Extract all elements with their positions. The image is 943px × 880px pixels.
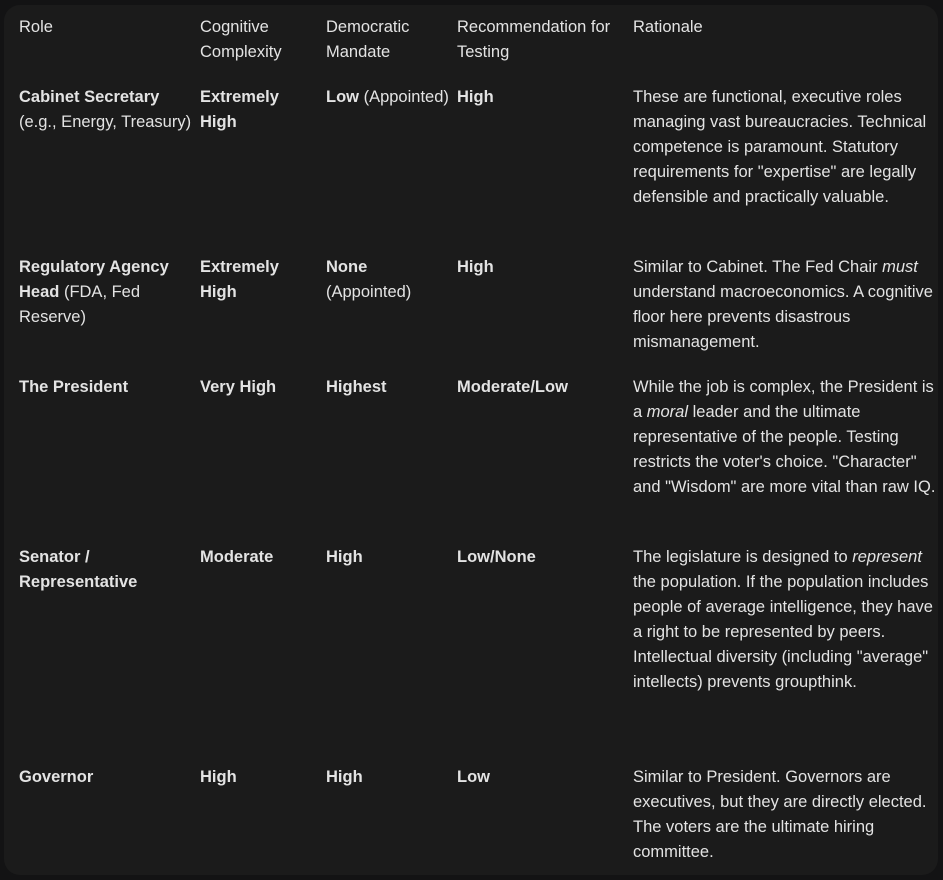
role-name: Governor bbox=[19, 768, 94, 786]
cell-cognitive-complexity bbox=[200, 545, 326, 765]
complexity-value: Very High bbox=[200, 378, 277, 396]
table-card bbox=[4, 5, 938, 875]
cell-complexity-content bbox=[200, 375, 326, 400]
cell-testing-content bbox=[457, 375, 633, 400]
cell-testing-content bbox=[457, 85, 633, 110]
cell-role-content bbox=[19, 765, 200, 790]
rationale-text: understand macroeconomics. A cognitive floor here prevents disastrous mismanagement. bbox=[633, 283, 933, 351]
cell-cognitive-complexity bbox=[200, 255, 326, 375]
cell-testing-content bbox=[457, 255, 633, 280]
cell-cognitive-complexity bbox=[200, 765, 326, 875]
table-row bbox=[19, 765, 937, 875]
cell-rationale bbox=[633, 375, 937, 545]
rationale-text: These are functional, executive roles managing vast bureaucracies. Technical competence is paramount. Statutory requirements for "expertise" are legally defensible and practically valuable. bbox=[633, 88, 927, 206]
cell-role-content bbox=[19, 255, 200, 330]
mandate-value: None bbox=[326, 258, 368, 276]
cell-mandate-content bbox=[326, 545, 457, 570]
cell-complexity-content bbox=[200, 85, 326, 135]
role-detail: (FDA, Fed Reserve) bbox=[19, 283, 141, 326]
header-role: Role bbox=[19, 18, 53, 36]
cell-role bbox=[19, 765, 200, 875]
cell-mandate-content bbox=[326, 765, 457, 790]
cell-cognitive-complexity bbox=[200, 375, 326, 545]
cell-role-content bbox=[19, 375, 200, 400]
cell-mandate-content bbox=[326, 85, 457, 110]
complexity-value: High bbox=[200, 768, 237, 786]
cell-testing-content bbox=[457, 765, 633, 790]
complexity-value: Extremely High bbox=[200, 88, 279, 131]
cell-mandate-content bbox=[326, 375, 457, 400]
cell-role bbox=[19, 85, 200, 255]
cell-rationale bbox=[633, 545, 937, 765]
roles-table bbox=[19, 15, 937, 875]
table-row bbox=[19, 375, 937, 545]
mandate-detail: (Appointed) bbox=[359, 88, 449, 106]
role-name: Regulatory Agency Head bbox=[19, 258, 169, 301]
cell-democratic-mandate bbox=[326, 765, 457, 875]
cell-cognitive-complexity bbox=[200, 85, 326, 255]
complexity-value: Moderate bbox=[200, 548, 274, 566]
testing-value: Low/None bbox=[457, 548, 536, 566]
mandate-value: High bbox=[326, 548, 363, 566]
cell-mandate-content bbox=[326, 255, 457, 305]
cell-democratic-mandate bbox=[326, 375, 457, 545]
rationale-text: The legislature is designed to bbox=[633, 548, 853, 566]
table-row bbox=[19, 85, 937, 255]
header-row bbox=[19, 15, 937, 85]
role-name: The President bbox=[19, 378, 129, 396]
cell-rationale bbox=[633, 85, 937, 255]
rationale-text: leader and the ultimate representative of the people. Testing restricts the voter's choice. "Character" and "Wisdom" are more vital than raw IQ. bbox=[633, 403, 936, 496]
table-header bbox=[19, 15, 937, 85]
cell-democratic-mandate bbox=[326, 545, 457, 765]
table-row bbox=[19, 545, 937, 765]
header-recommendation-for-testing: Recommendation for Testing bbox=[457, 18, 611, 61]
rationale-text: While the job is complex, the President is a bbox=[633, 378, 934, 421]
cell-recommendation-for-testing bbox=[457, 765, 633, 875]
mandate-value: Low bbox=[326, 88, 359, 106]
rationale-text: the population. If the population includes people of average intelligence, they have a right to be represented by peers. Intellectual diversity (including "average" intellects) prevents groupthink. bbox=[633, 573, 933, 691]
mandate-detail: (Appointed) bbox=[326, 283, 412, 301]
testing-value: Moderate/Low bbox=[457, 378, 568, 396]
table-row bbox=[19, 255, 937, 375]
cell-democratic-mandate bbox=[326, 255, 457, 375]
rationale-text: Similar to President. Governors are executives, but they are directly elected. The voters are the ultimate hiring committee. bbox=[633, 768, 927, 861]
rationale-text: Similar to Cabinet. The Fed Chair bbox=[633, 258, 883, 276]
cell-rationale bbox=[633, 765, 937, 875]
header-cognitive-complexity: Cognitive Complexity bbox=[200, 18, 282, 61]
cell-complexity-content bbox=[200, 255, 326, 305]
cell-role bbox=[19, 545, 200, 765]
header-democratic-mandate: Democratic Mandate bbox=[326, 18, 410, 61]
cell-recommendation-for-testing bbox=[457, 545, 633, 765]
role-name: Senator / Representative bbox=[19, 548, 138, 591]
mandate-value: High bbox=[326, 768, 363, 786]
cell-rationale bbox=[633, 255, 937, 375]
cell-complexity-content bbox=[200, 545, 326, 570]
table-body bbox=[19, 85, 937, 875]
cell-recommendation-for-testing bbox=[457, 255, 633, 375]
complexity-value: Extremely High bbox=[200, 258, 279, 301]
rationale-emphasis: must bbox=[882, 258, 918, 276]
role-name: Cabinet Secretary bbox=[19, 88, 160, 106]
cell-role-content bbox=[19, 545, 200, 595]
testing-value: Low bbox=[457, 768, 490, 786]
cell-role-content bbox=[19, 85, 200, 135]
testing-value: High bbox=[457, 258, 494, 276]
cell-role bbox=[19, 375, 200, 545]
mandate-value: Highest bbox=[326, 378, 387, 396]
cell-recommendation-for-testing bbox=[457, 375, 633, 545]
rationale-emphasis: represent bbox=[852, 548, 922, 566]
cell-testing-content bbox=[457, 545, 633, 570]
cell-recommendation-for-testing bbox=[457, 85, 633, 255]
role-detail: (e.g., Energy, Treasury) bbox=[19, 113, 192, 131]
cell-complexity-content bbox=[200, 765, 326, 790]
cell-democratic-mandate bbox=[326, 85, 457, 255]
rationale-emphasis: moral bbox=[646, 403, 689, 421]
header-rationale: Rationale bbox=[633, 18, 703, 36]
cell-role bbox=[19, 255, 200, 375]
testing-value: High bbox=[457, 88, 494, 106]
